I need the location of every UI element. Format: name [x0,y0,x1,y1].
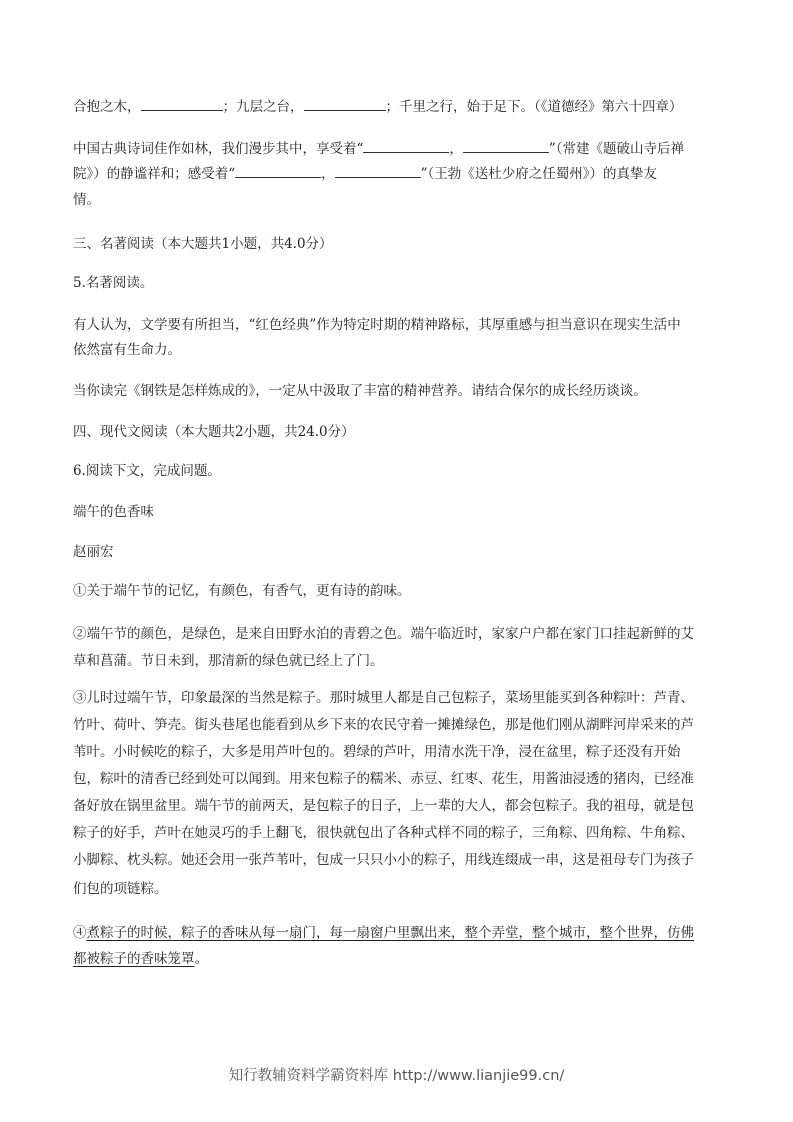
paragraph-3-line4: 包，粽叶的清香已经到处可以闻到。用来包粽子的糯米、赤豆、红枣、花生，用酱油浸透的猪肉，已经准 [73,771,694,787]
paragraph-3-line6: 粽子的好手，芦叶在她灵巧的手上翻飞，很快就包出了各种式样不同的粽子，三角粽、四角粽、牛角粽、 [73,825,694,841]
blank-6[interactable] [335,163,421,178]
poem-line-1 [73,138,684,158]
underlined-text: 都被粽子的香味笼罩 [73,951,195,967]
text: ”（常建《题破山寺后禅 [548,141,685,157]
article-title: 端午的色香味 [73,504,154,520]
text: 合抱之木， [73,99,141,115]
blank-4[interactable] [463,138,549,153]
text: ”（王勃《送杜少府之任蜀州》）的真挚友 [420,166,658,182]
q5-p1-line1: 有人认为，文学要有所担当，“红色经典”作为特定时期的精神路标，其厚重感与担当意识在现实生活中 [73,317,681,333]
text: ， [321,166,335,182]
article-author: 赵丽宏 [73,544,114,560]
text: 中国古典诗词佳作如林，我们漫步其中，享受着“ [73,141,364,157]
text: 。 [194,951,208,967]
text: ， [449,141,463,157]
paragraph-3-line7: 小脚粽、枕头粽。她还会用一张芦苇叶，包成一只只小小的粽子，用线连缀成一串，这是祖母专门为孩子 [73,852,694,868]
paragraph-3-line8: 们包的项链粽。 [73,881,168,897]
text: ；千里之行，始于足下。（《道德经》第六十四章） [385,99,683,115]
q5-title: 5.名著阅读。 [73,275,154,291]
blank-5[interactable] [235,163,321,178]
underlined-text: 煮粽子的时候，粽子的香味从每一扇门，每一扇窗户里飘出来，整个弄堂，整个城市，整个世界，仿佛 [86,925,694,941]
poem-line-3: 情。 [73,192,100,208]
paragraph-3-line5: 备好放在锅里盆里。端午节的前两天，是包粽子的日子，上一辈的大人，都会包粽子。我的祖母，就是包 [73,798,694,814]
paragraph-2-line1: ②端午节的颜色，是绿色，是来自田野水泊的青碧之色。端午临近时，家家户户都在家门口挂起新鲜的艾 [73,626,694,642]
paragraph-2-line2: 草和菖蒲。节日未到，那清新的绿色就已经上了门。 [73,653,384,669]
section-4-title: 四、现代文阅读（本大题共2小题，共24.0分） [73,424,355,440]
paragraph-4-line1 [73,924,694,942]
blank-2[interactable] [304,96,386,111]
section-3-title: 三、名著阅读（本大题共1小题，共4.0分） [73,236,333,252]
paragraph-4-line2 [73,950,208,968]
paragraph-3-line1: ③儿时过端午节，印象最深的当然是粽子。那时城里人都是自己包粽子，菜场里能买到各种粽叶：芦青、 [73,690,694,706]
blank-3[interactable] [363,138,449,153]
paragraph-number: ④ [73,925,87,941]
blank-1[interactable] [141,96,223,111]
text: ；九层之台， [222,99,304,115]
q5-prompt: 当你读完《钢铁是怎样炼成的》，一定从中汲取了丰富的精神营养。请结合保尔的成长经历谈谈。 [73,383,647,399]
paragraph-3-line3: 苇叶。小时候吃的粽子，大多是用芦叶包的。碧绿的芦叶，用清水洗干净，浸在盆里，粽子还没有开始 [73,744,681,760]
footer-watermark: 知行教辅资料学霸资料库 http://www.lianjie99.cn/ [228,1068,565,1084]
paragraph-1: ①关于端午节的记忆，有颜色，有香气，更有诗的韵味。 [73,583,411,599]
paragraph-3-line2: 竹叶、荷叶、笋壳。街头巷尾也能看到从乡下来的农民守着一摊摊绿色，那是他们刚从湖畔河岸采来的芦 [73,717,694,733]
question-daodejing [73,96,683,116]
text: 院》）的静谧祥和；感受着“ [73,166,236,182]
q6-title: 6.阅读下文，完成问题。 [73,463,221,479]
q5-p1-line2: 依然富有生命力。 [73,342,181,358]
poem-line-2 [73,163,657,183]
